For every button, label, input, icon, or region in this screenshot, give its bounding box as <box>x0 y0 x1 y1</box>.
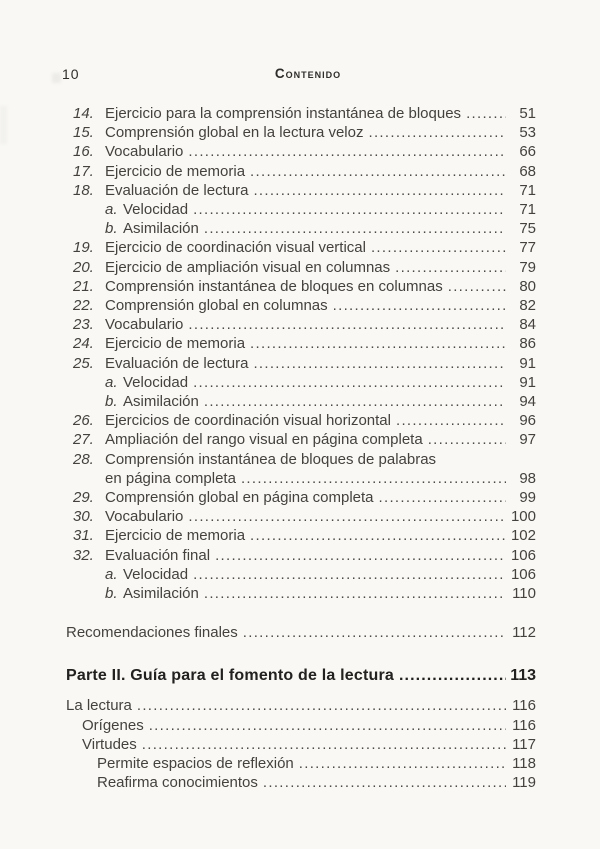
entry-title: Comprensión instantánea de bloques en columnas <box>105 277 443 295</box>
entry-page-number: 117 <box>512 735 536 753</box>
entry-title: Comprensión global en columnas <box>105 297 328 315</box>
entry-number: 26. <box>73 412 94 430</box>
entry-title: Velocidad <box>123 565 189 583</box>
toc-entry-row <box>0 334 600 353</box>
entry-title: Ejercicio para la comprensión instantánea de bloques <box>105 105 462 122</box>
part2-heading-row <box>0 666 600 686</box>
toc-entry-row <box>0 296 600 315</box>
part2-list <box>0 696 600 792</box>
entry-title: Recomendaciones finales <box>66 624 238 642</box>
running-title: Contenido <box>274 66 342 81</box>
entry-page-number: 110 <box>512 585 536 603</box>
toc-entry-row <box>0 392 600 411</box>
entry-title: Asimilación <box>123 393 199 411</box>
dot-leader <box>368 123 506 142</box>
entry-page-number: 106 <box>510 546 536 564</box>
entry-title: Vocabulario <box>105 143 184 161</box>
dot-leader <box>395 258 506 277</box>
dot-leader <box>215 546 506 565</box>
dot-leader <box>399 666 506 686</box>
toc-entry-row <box>0 565 600 584</box>
dot-leader <box>188 315 506 334</box>
entry-number: a. <box>105 201 118 219</box>
entry-number: 27. <box>73 431 94 449</box>
entry-page-number: 91 <box>519 373 536 391</box>
dot-leader <box>204 392 506 411</box>
dot-leader <box>448 277 506 296</box>
entry-page-number: 98 <box>519 469 536 487</box>
entry-title: Vocabulario <box>105 316 184 334</box>
dot-leader <box>188 507 506 526</box>
entry-page-number: 113 <box>510 667 536 685</box>
entry-title: Permite espacios de reflexión <box>97 755 294 773</box>
dot-leader <box>137 696 506 715</box>
entry-page-number: 94 <box>519 393 536 411</box>
entry-page-number: 86 <box>519 335 536 353</box>
entry-number: 23. <box>73 316 94 334</box>
toc-entry-row <box>0 162 600 181</box>
entry-title: Velocidad <box>123 201 189 219</box>
dot-leader <box>333 296 506 315</box>
entry-title: Comprensión global en la lectura veloz <box>105 124 364 142</box>
entry-number: 28. <box>73 450 94 468</box>
part2-entry-row <box>0 716 600 735</box>
entry-page-number: 102 <box>510 527 536 545</box>
page-header <box>0 0 600 82</box>
dot-leader <box>253 181 506 200</box>
toc-entry-row <box>0 526 600 545</box>
entry-title: Orígenes <box>82 716 144 734</box>
scan-artifact <box>0 106 7 144</box>
dot-leader <box>188 142 506 161</box>
entry-number: 31. <box>73 527 94 545</box>
entry-title: Comprensión global en página completa <box>105 489 374 507</box>
dot-leader <box>193 565 506 584</box>
toc-entry-row <box>0 181 600 200</box>
part2-entry-row <box>0 696 600 715</box>
toc-entry-row <box>0 123 600 142</box>
entry-title: Ejercicio de memoria <box>105 527 246 545</box>
entry-title: Asimilación <box>123 585 199 603</box>
dot-leader <box>428 430 506 449</box>
entry-number: b. <box>105 393 118 411</box>
entry-title: Ejercicio de ampliación visual en columnas <box>105 258 391 276</box>
entry-number: 15. <box>73 124 94 142</box>
dot-leader <box>396 411 506 430</box>
part2-entry-row <box>0 773 600 792</box>
entry-number: b. <box>105 220 118 238</box>
dot-leader <box>204 219 506 238</box>
entry-page-number: 116 <box>512 697 536 715</box>
entry-page-number: 68 <box>519 162 536 180</box>
entry-number: 20. <box>73 258 94 276</box>
entry-page-number: 100 <box>510 508 536 526</box>
entry-page-number: 71 <box>519 181 536 199</box>
toc-entry-row <box>0 258 600 277</box>
toc-entry-row <box>0 315 600 334</box>
entry-number: 17. <box>73 162 94 180</box>
entry-title: La lectura <box>66 697 132 715</box>
toc-entry-row-continued <box>0 469 600 488</box>
entry-title: Ejercicio de coordinación visual vertical <box>105 239 366 257</box>
dot-leader <box>241 469 506 488</box>
entry-number: b. <box>105 585 118 603</box>
entry-page-number: 118 <box>512 755 536 773</box>
entry-page-number: 91 <box>519 354 536 372</box>
page-number-folio: 10 <box>62 66 80 82</box>
entry-page-number: 112 <box>512 624 536 642</box>
entry-title: Velocidad <box>123 373 189 391</box>
entry-title: Ejercicio de memoria <box>105 162 246 180</box>
dot-leader <box>250 162 506 181</box>
dot-leader <box>142 735 506 754</box>
part2-entry-row <box>0 735 600 754</box>
dot-leader <box>204 584 506 603</box>
toc-entry-row <box>0 411 600 430</box>
entry-page-number: 75 <box>519 220 536 238</box>
entry-page-number: 82 <box>519 297 536 315</box>
toc-list <box>0 104 600 603</box>
entry-page-number: 71 <box>519 201 536 219</box>
part2-entry-row <box>0 754 600 773</box>
entry-title: Ampliación del rango visual en página completa <box>105 431 423 449</box>
entry-number: 19. <box>73 239 94 257</box>
entry-number: 16. <box>73 143 94 161</box>
toc-entry-row <box>0 219 600 238</box>
entry-number: 21. <box>73 277 94 295</box>
entry-number: 24. <box>73 335 94 353</box>
entry-page-number: 51 <box>519 105 536 122</box>
toc-entry-row <box>0 354 600 373</box>
dot-leader <box>193 373 506 392</box>
entry-number: 30. <box>73 508 94 526</box>
entry-page-number: 53 <box>519 124 536 142</box>
entry-page-number: 96 <box>519 412 536 430</box>
entry-number: 29. <box>73 489 94 507</box>
entry-page-number: 116 <box>512 716 536 734</box>
dot-leader <box>193 200 506 219</box>
entry-page-number: 106 <box>510 565 536 583</box>
entry-title: Asimilación <box>123 220 199 238</box>
entry-title: Reafirma conocimientos <box>97 774 258 792</box>
entry-page-number: 80 <box>519 277 536 295</box>
entry-title: Evaluación final <box>105 546 211 564</box>
entry-title: Ejercicios de coordinación visual horizontal <box>105 412 391 430</box>
entry-number: 32. <box>73 546 94 564</box>
entry-title-continued: en página completa <box>105 469 236 487</box>
entry-page-number: 66 <box>519 143 536 161</box>
entry-number: 22. <box>73 297 94 315</box>
toc-entry-row <box>0 373 600 392</box>
toc-entry-row <box>0 488 600 507</box>
dot-leader <box>299 754 506 773</box>
entry-number: 25. <box>73 354 94 372</box>
entry-title: Comprensión instantánea de bloques de palabras <box>105 450 437 468</box>
dot-leader <box>243 623 506 642</box>
toc-entry-row <box>0 546 600 565</box>
dot-leader <box>263 773 506 792</box>
toc-entry-row <box>0 507 600 526</box>
dot-leader <box>379 488 506 507</box>
toc-entry-row <box>0 142 600 161</box>
toc-entry-row <box>0 277 600 296</box>
toc-entry-row <box>0 584 600 603</box>
toc-entry-row <box>0 104 600 123</box>
dot-leader <box>253 354 506 373</box>
toc-entry-row <box>0 430 600 449</box>
entry-title: Ejercicio de memoria <box>105 335 246 353</box>
entry-number: a. <box>105 565 118 583</box>
recommendations-row <box>0 623 600 642</box>
entry-page-number: 84 <box>519 316 536 334</box>
entry-page-number: 79 <box>519 258 536 276</box>
entry-title: Evaluación de lectura <box>105 181 249 199</box>
entry-page-number: 119 <box>512 774 536 792</box>
entry-number: 14. <box>73 105 94 122</box>
dot-leader <box>250 334 506 353</box>
entry-page-number: 99 <box>519 489 536 507</box>
dot-leader <box>149 716 506 735</box>
entry-number: 18. <box>73 181 94 199</box>
dot-leader <box>466 104 506 123</box>
toc-entry-row <box>0 238 600 257</box>
entry-title: Evaluación de lectura <box>105 354 249 372</box>
part2-heading-title: Parte II. Guía para el fomento de la lectura <box>66 667 395 685</box>
toc-entry-row <box>0 200 600 219</box>
entry-title: Vocabulario <box>105 508 184 526</box>
entry-number: a. <box>105 373 118 391</box>
entry-title: Virtudes <box>82 735 137 753</box>
entry-page-number: 77 <box>519 239 536 257</box>
dot-leader <box>250 526 506 545</box>
toc-entry-row <box>0 450 600 469</box>
dot-leader <box>371 238 506 257</box>
entry-page-number: 97 <box>519 431 536 449</box>
